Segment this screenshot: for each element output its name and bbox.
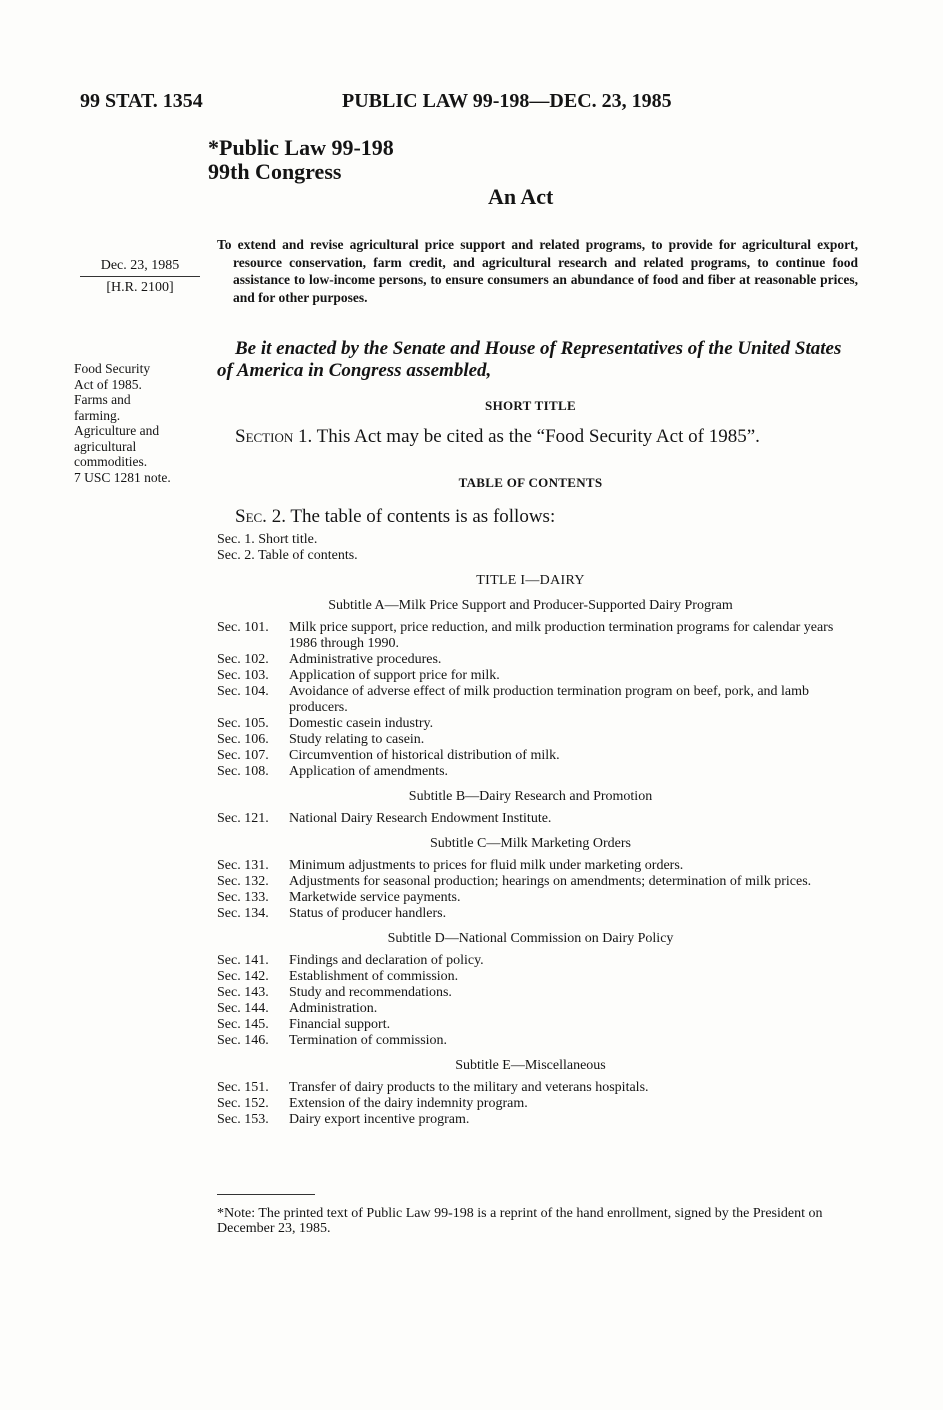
toc-section-number: Sec. 151. [217, 1080, 269, 1095]
toc-entry [217, 953, 844, 969]
toc-entry [217, 620, 844, 652]
purpose-clause: To extend and revise agricultural price support and related programs, to provide for agricultural export, resource conservation, farm credit, and agricultural research and related programs, to continue food assistance to low-income persons, to ensure consumers an abundance of food and fiber at reasonable prices, and for other purposes. [217, 237, 858, 305]
footnote-rule [217, 1194, 315, 1195]
toc-section-title: Marketwide service payments. [289, 890, 461, 905]
toc-section-title: Study and recommendations. [289, 985, 452, 1000]
table-of-contents [217, 532, 844, 1128]
toc-caption: TABLE OF CONTENTS [458, 475, 603, 490]
toc-section-number: Sec. 144. [217, 1001, 269, 1016]
toc-section-number: Sec. 107. [217, 748, 269, 763]
toc-section-number: Sec. 145. [217, 1017, 269, 1032]
toc-entry [217, 985, 844, 1001]
toc-section-title: Adjustments for seasonal production; hearings on amendments; determination of milk prices. [289, 874, 812, 889]
toc-section-number: Sec. 105. [217, 716, 269, 731]
short-title-caption: SHORT TITLE [485, 398, 576, 413]
enactment-date: Dec. 23, 1985 [80, 258, 200, 277]
toc-entry [217, 969, 844, 985]
subtitle-heading: Subtitle B—Dairy Research and Promotion [408, 789, 653, 804]
toc-entry [217, 906, 844, 922]
toc-section-title: Establishment of commission. [289, 969, 459, 984]
toc-section-title: Administrative procedures. [289, 652, 442, 667]
toc-section-number: Sec. 134. [217, 906, 269, 921]
toc-entry [217, 1096, 844, 1112]
toc-entry [217, 668, 844, 684]
toc-entry [217, 858, 844, 874]
toc-entry [217, 1017, 844, 1033]
toc-section-title: Application of support price for milk. [289, 668, 500, 683]
toc-section-number: Sec. 133. [217, 890, 269, 905]
toc-section-title: Administration. [289, 1001, 378, 1016]
toc-section-title: Termination of commission. [289, 1033, 448, 1048]
margin-note: farming. [74, 407, 121, 423]
subtitle-heading: Subtitle E—Miscellaneous [455, 1058, 606, 1073]
toc-section-title: Avoidance of adverse effect of milk production termination program on beef, pork, and lamb producers. [289, 684, 810, 715]
section-1-text: 1. This Act may be cited as the “Food Security Act of 1985”. [297, 426, 760, 447]
stat-page-reference: 99 STAT. 1354 [80, 90, 203, 112]
toc-section-title: Minimum adjustments to prices for fluid milk under marketing orders. [289, 858, 684, 873]
toc-entry [217, 1001, 844, 1017]
sec-label: Sec. [235, 506, 267, 527]
margin-date-block [80, 258, 200, 296]
margin-note: Food Security [74, 361, 151, 376]
footnote: *Note: The printed text of Public Law 99-198 is a reprint of the hand enrollment, signed by the President on December 23, 1985. [217, 1206, 823, 1236]
margin-note: commodities. [74, 454, 148, 469]
toc-section-number: Sec. 132. [217, 874, 269, 889]
toc-section-title: National Dairy Research Endowment Institute. [289, 811, 552, 826]
toc-entry: Sec. 1. Short title. [217, 532, 318, 547]
toc-section-number: Sec. 101. [217, 620, 269, 635]
section-label: Section [235, 426, 294, 447]
toc-section-number: Sec. 108. [217, 764, 269, 779]
margin-note: Act of 1985. [74, 376, 142, 392]
congress-number: 99th Congress [208, 159, 342, 184]
toc-section-title: Findings and declaration of policy. [289, 953, 484, 968]
toc-section-number: Sec. 146. [217, 1033, 269, 1048]
running-title: PUBLIC LAW 99-198—DEC. 23, 1985 [342, 90, 672, 112]
toc-entry [217, 1033, 844, 1049]
subtitle-heading: Subtitle C—Milk Marketing Orders [429, 836, 632, 851]
toc-section-title: Study relating to casein. [289, 732, 425, 747]
toc-section-number: Sec. 131. [217, 858, 269, 873]
law-title-block [208, 136, 394, 184]
section-1 [217, 426, 844, 447]
margin-note: 7 USC 1281 note. [74, 469, 171, 485]
toc-section-number: Sec. 102. [217, 652, 269, 667]
toc-entry [217, 1112, 844, 1128]
toc-entry [217, 874, 844, 890]
toc-entry [217, 652, 844, 668]
bill-number: [H.R. 2100] [106, 280, 174, 295]
toc-entry [217, 1080, 844, 1096]
toc-section-title: Circumvention of historical distribution of milk. [289, 748, 560, 763]
toc-entry [217, 764, 844, 780]
subtitle-heading: Subtitle D—National Commission on Dairy Policy [387, 931, 674, 946]
subtitle-heading: Subtitle A—Milk Price Support and Producer-Supported Dairy Program [328, 598, 733, 613]
toc-entry [217, 748, 844, 764]
toc-section-number: Sec. 106. [217, 732, 269, 747]
toc-section-title: Transfer of dairy products to the military and veterans hospitals. [289, 1080, 649, 1095]
law-number: *Public Law 99-198 [208, 135, 394, 160]
title-heading: TITLE I—DAIRY [476, 573, 585, 588]
margin-note: agricultural [74, 438, 137, 454]
toc-section-number: Sec. 103. [217, 668, 269, 683]
margin-note: Agriculture and [74, 423, 160, 438]
toc-section-title: Status of producer handlers. [289, 906, 447, 921]
toc-entry [217, 890, 844, 906]
section-2 [235, 506, 555, 528]
toc-entry: Sec. 2. Table of contents. [217, 548, 358, 563]
toc-section-title: Domestic casein industry. [289, 716, 434, 731]
margin-notes [74, 361, 209, 485]
toc-section-title: Dairy export incentive program. [289, 1112, 470, 1127]
toc-section-number: Sec. 121. [217, 811, 269, 826]
toc-entry [217, 811, 844, 827]
subtitle-list [217, 598, 844, 1128]
toc-section-number: Sec. 142. [217, 969, 269, 984]
toc-section-title: Application of amendments. [289, 764, 449, 779]
enacting-clause: Be it enacted by the Senate and House of Representatives of the United States of America in Congress assembled, [217, 338, 842, 381]
toc-entry [217, 716, 844, 732]
toc-section-number: Sec. 143. [217, 985, 269, 1000]
toc-entry [217, 732, 844, 748]
toc-section-number: Sec. 152. [217, 1096, 269, 1111]
toc-entry [217, 684, 844, 716]
toc-section-title: Extension of the dairy indemnity program. [289, 1096, 528, 1111]
margin-note: Farms and [74, 392, 131, 407]
section-2-text: 2. The table of contents is as follows: [271, 506, 556, 527]
toc-section-number: Sec. 104. [217, 684, 269, 699]
toc-section-number: Sec. 153. [217, 1112, 269, 1127]
toc-section-title: Milk price support, price reduction, and milk production termination programs for calendar years 1986 through 1990. [289, 620, 834, 651]
toc-section-number: Sec. 141. [217, 953, 269, 968]
toc-section-title: Financial support. [289, 1017, 391, 1032]
act-label: An Act [488, 184, 554, 209]
